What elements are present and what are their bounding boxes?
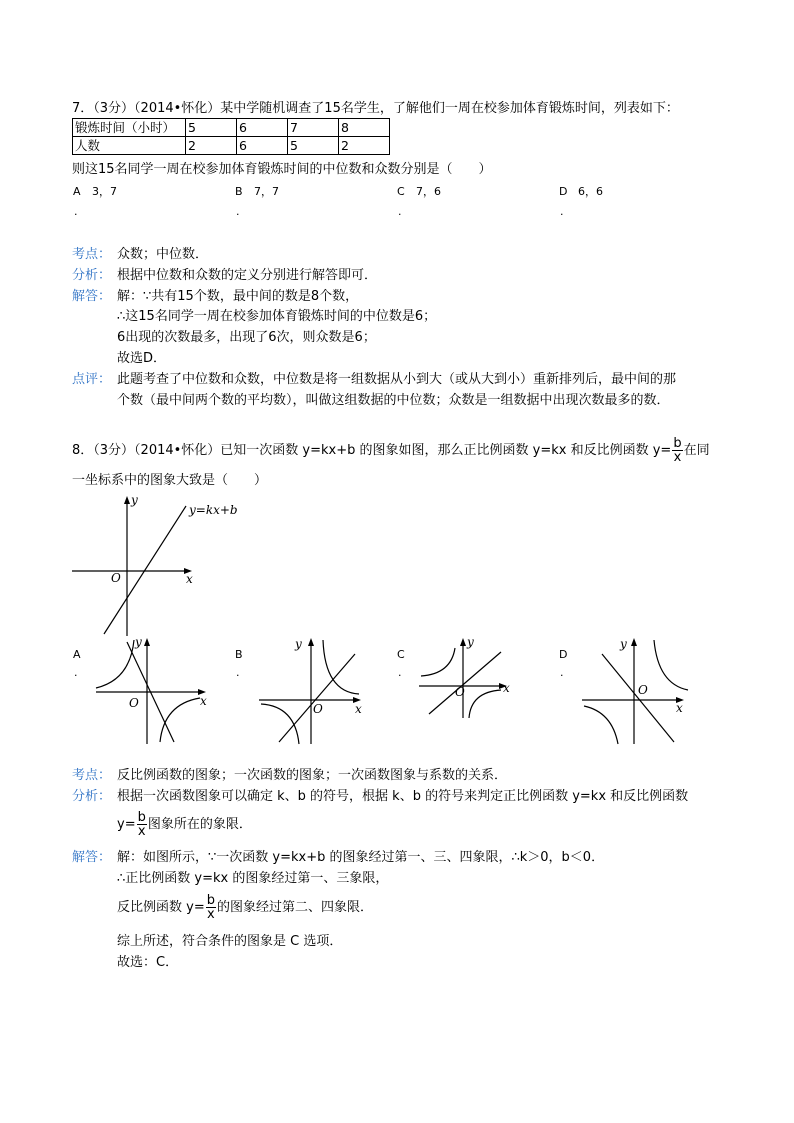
q8-option-c-graph (415, 632, 515, 722)
q8-option-b-graph (255, 634, 373, 746)
q8-option-c-dot: . (398, 666, 402, 679)
q7-kaodian-label: 考点： (72, 247, 112, 262)
q8-stem-a: 8．（3分）（2014•怀化）已知一次函数 y=kx+b 的图象如图，那么正比例函数 y=kx 和反比例函数 y= (72, 443, 672, 458)
q7-option-b-dot: . (236, 205, 240, 218)
q8-kaodian: 反比例函数的图象；一次函数的图象；一次函数图象与系数的关系． (117, 768, 508, 783)
q7-option-a-text: 3，7 (92, 185, 117, 198)
q8-stem-line1 (72, 436, 710, 466)
q7-jieda-line: 故选D． (117, 351, 167, 366)
linear-function-line (104, 506, 186, 634)
q7-kaodian: 众数；中位数． (117, 247, 209, 262)
q8-stem-line2: 一坐标系中的图象大致是（ ） (72, 473, 268, 488)
proportional-line (279, 654, 355, 742)
origin-label: O (111, 571, 121, 585)
q8-option-b-letter: B (235, 648, 243, 661)
table-cell: 2 (186, 137, 237, 155)
q7-option-d-letter: D (559, 185, 568, 198)
q8-jieda-fraction (206, 894, 216, 921)
q7-option-c-dot: . (398, 205, 402, 218)
q8-option-d-graph (578, 634, 696, 746)
q7-option-b-letter: B (235, 185, 243, 198)
q7-jieda-line: 解：∵共有15个数，最中间的数是8个数， (117, 289, 359, 304)
q8-jieda-label: 解答： (72, 850, 112, 865)
fraction-denominator: x (673, 450, 682, 465)
fraction-numerator: b (206, 893, 215, 908)
table-cell: 2 (339, 137, 390, 155)
q8-jieda-line: ∴正比例函数 y=kx 的图象经过第一、三象限， (117, 871, 389, 886)
q8-option-d-dot: . (560, 666, 564, 679)
fraction-denominator: x (207, 907, 215, 922)
q8-option-c-letter: C (397, 648, 405, 661)
y-axis-label: y (620, 637, 627, 651)
y-axis-label: y (467, 635, 474, 649)
table-row (73, 119, 390, 137)
y-axis-arrow (631, 638, 637, 646)
q7-option-c-letter: C (397, 185, 405, 198)
q8-kaodian-label: 考点： (72, 768, 112, 783)
table-cell: 5 (288, 137, 339, 155)
q8-fenxi-fraction (137, 811, 147, 838)
table-cell: 6 (237, 119, 288, 137)
q8-option-b-dot: . (236, 666, 240, 679)
table-cell: 5 (186, 119, 237, 137)
hyperbola-branch (96, 640, 134, 688)
table-row (73, 137, 390, 155)
hyperbola-branch (584, 706, 618, 744)
q7-option-c-text: 7，6 (416, 185, 441, 198)
q8-fenxi-label: 分析： (72, 789, 112, 804)
q8-option-a-graph (92, 634, 218, 746)
q7-option-b-text: 7，7 (254, 185, 279, 198)
origin-label: O (455, 685, 465, 699)
table-cell: 锻炼时间（小时） (73, 119, 186, 137)
x-axis-label: x (503, 681, 510, 695)
x-axis-label: x (200, 694, 207, 708)
q8-main-graph (68, 494, 268, 639)
q7-table (72, 118, 390, 155)
q7-dianping-line: 此题考查了中位数和众数，中位数是将一组数据从小到大（或从大到小）重新排列后，最中间的那 (117, 372, 677, 387)
table-cell: 7 (288, 119, 339, 137)
hyperbola-branch (160, 698, 200, 742)
q7-jieda-line: 6出现的次数最多，出现了6次，则众数是6； (117, 330, 376, 345)
q8-fenxi-b-post: 图象所在的象限． (147, 817, 252, 832)
hyperbola-branch (421, 648, 455, 676)
table-cell: 6 (237, 137, 288, 155)
y-axis-arrow (124, 496, 130, 504)
q7-stem: 7．（3分）（2014•怀化）某中学随机调查了15名学生，了解他们一周在校参加体育锻炼时间，列表如下： (72, 101, 679, 116)
q7-option-a-letter: A (73, 185, 81, 198)
q7-jieda-label: 解答： (72, 289, 112, 304)
q8-option-d-letter: D (559, 648, 568, 661)
q7-dianping-line: 个数（最中间两个数的平均数），叫做这组数据的中位数；众数是一组数据中出现次数最多的数． (117, 393, 670, 408)
hyperbola-branch (469, 690, 501, 718)
x-axis-label: x (676, 701, 683, 715)
table-cell: 8 (339, 119, 390, 137)
q7-fenxi: 根据中位数和众数的定义分别进行解答即可． (117, 268, 378, 283)
fraction-numerator: b (137, 810, 146, 825)
y-axis-arrow (308, 638, 314, 646)
origin-label: O (129, 696, 139, 710)
y-axis-label: y (131, 494, 138, 507)
hyperbola-branch (654, 640, 688, 690)
q8-jieda-3-pre: 反比例函数 y= (117, 900, 205, 915)
q7-question: 则这15名同学一周在校参加体育锻炼时间的中位数和众数分别是（ ） (72, 162, 492, 177)
q8-jieda-line: 综上所述，符合条件的图象是 C 选项． (117, 934, 343, 949)
q7-dianping-label: 点评： (72, 372, 112, 387)
q8-option-a-dot: . (74, 666, 78, 679)
table-cell: 人数 (73, 137, 186, 155)
q8-jieda-line: 故选：C． (117, 955, 179, 970)
q8-jieda-line: 解：如图所示，∵一次函数 y=kx+b 的图象经过第一、三、四象限，∴k＞0，b＜0． (117, 850, 605, 865)
q7-jieda-line: ∴这15名同学一周在校参加体育锻炼时间的中位数是6； (117, 309, 437, 324)
y-axis-label: y (295, 637, 302, 651)
y-axis-arrow (460, 638, 466, 646)
fraction-numerator: b (673, 436, 682, 451)
y-axis-arrow (144, 638, 150, 646)
x-axis-label: x (355, 702, 362, 716)
q8-fenxi-b (117, 810, 252, 840)
q7-option-a-dot: . (74, 205, 78, 218)
q8-stem-fraction (672, 437, 682, 464)
hyperbola-branch (323, 640, 359, 694)
q8-jieda-line3 (117, 893, 373, 923)
origin-label: O (638, 683, 648, 697)
x-axis-label: x (186, 572, 193, 586)
q7-option-d-dot: . (560, 205, 564, 218)
q8-jieda-3-post: 的图象经过第二、四象限． (216, 900, 373, 915)
graph-label: y=kx+b (189, 503, 238, 517)
q7-fenxi-label: 分析： (72, 268, 112, 283)
q8-fenxi-a: 根据一次函数图象可以确定 k、b 的符号，根据 k、b 的符号来判定正比例函数 y=kx 和反比例函数 (117, 789, 689, 804)
origin-label: O (313, 702, 323, 716)
fraction-denominator: x (137, 824, 146, 839)
q8-stem-b: 在同 (683, 443, 710, 458)
q8-fenxi-b-pre: y= (117, 817, 136, 832)
y-axis-label: y (135, 635, 142, 649)
q8-option-a-letter: A (73, 648, 81, 661)
hyperbola-branch (261, 704, 299, 744)
q7-option-d-text: 6，6 (578, 185, 603, 198)
proportional-line (429, 652, 501, 714)
